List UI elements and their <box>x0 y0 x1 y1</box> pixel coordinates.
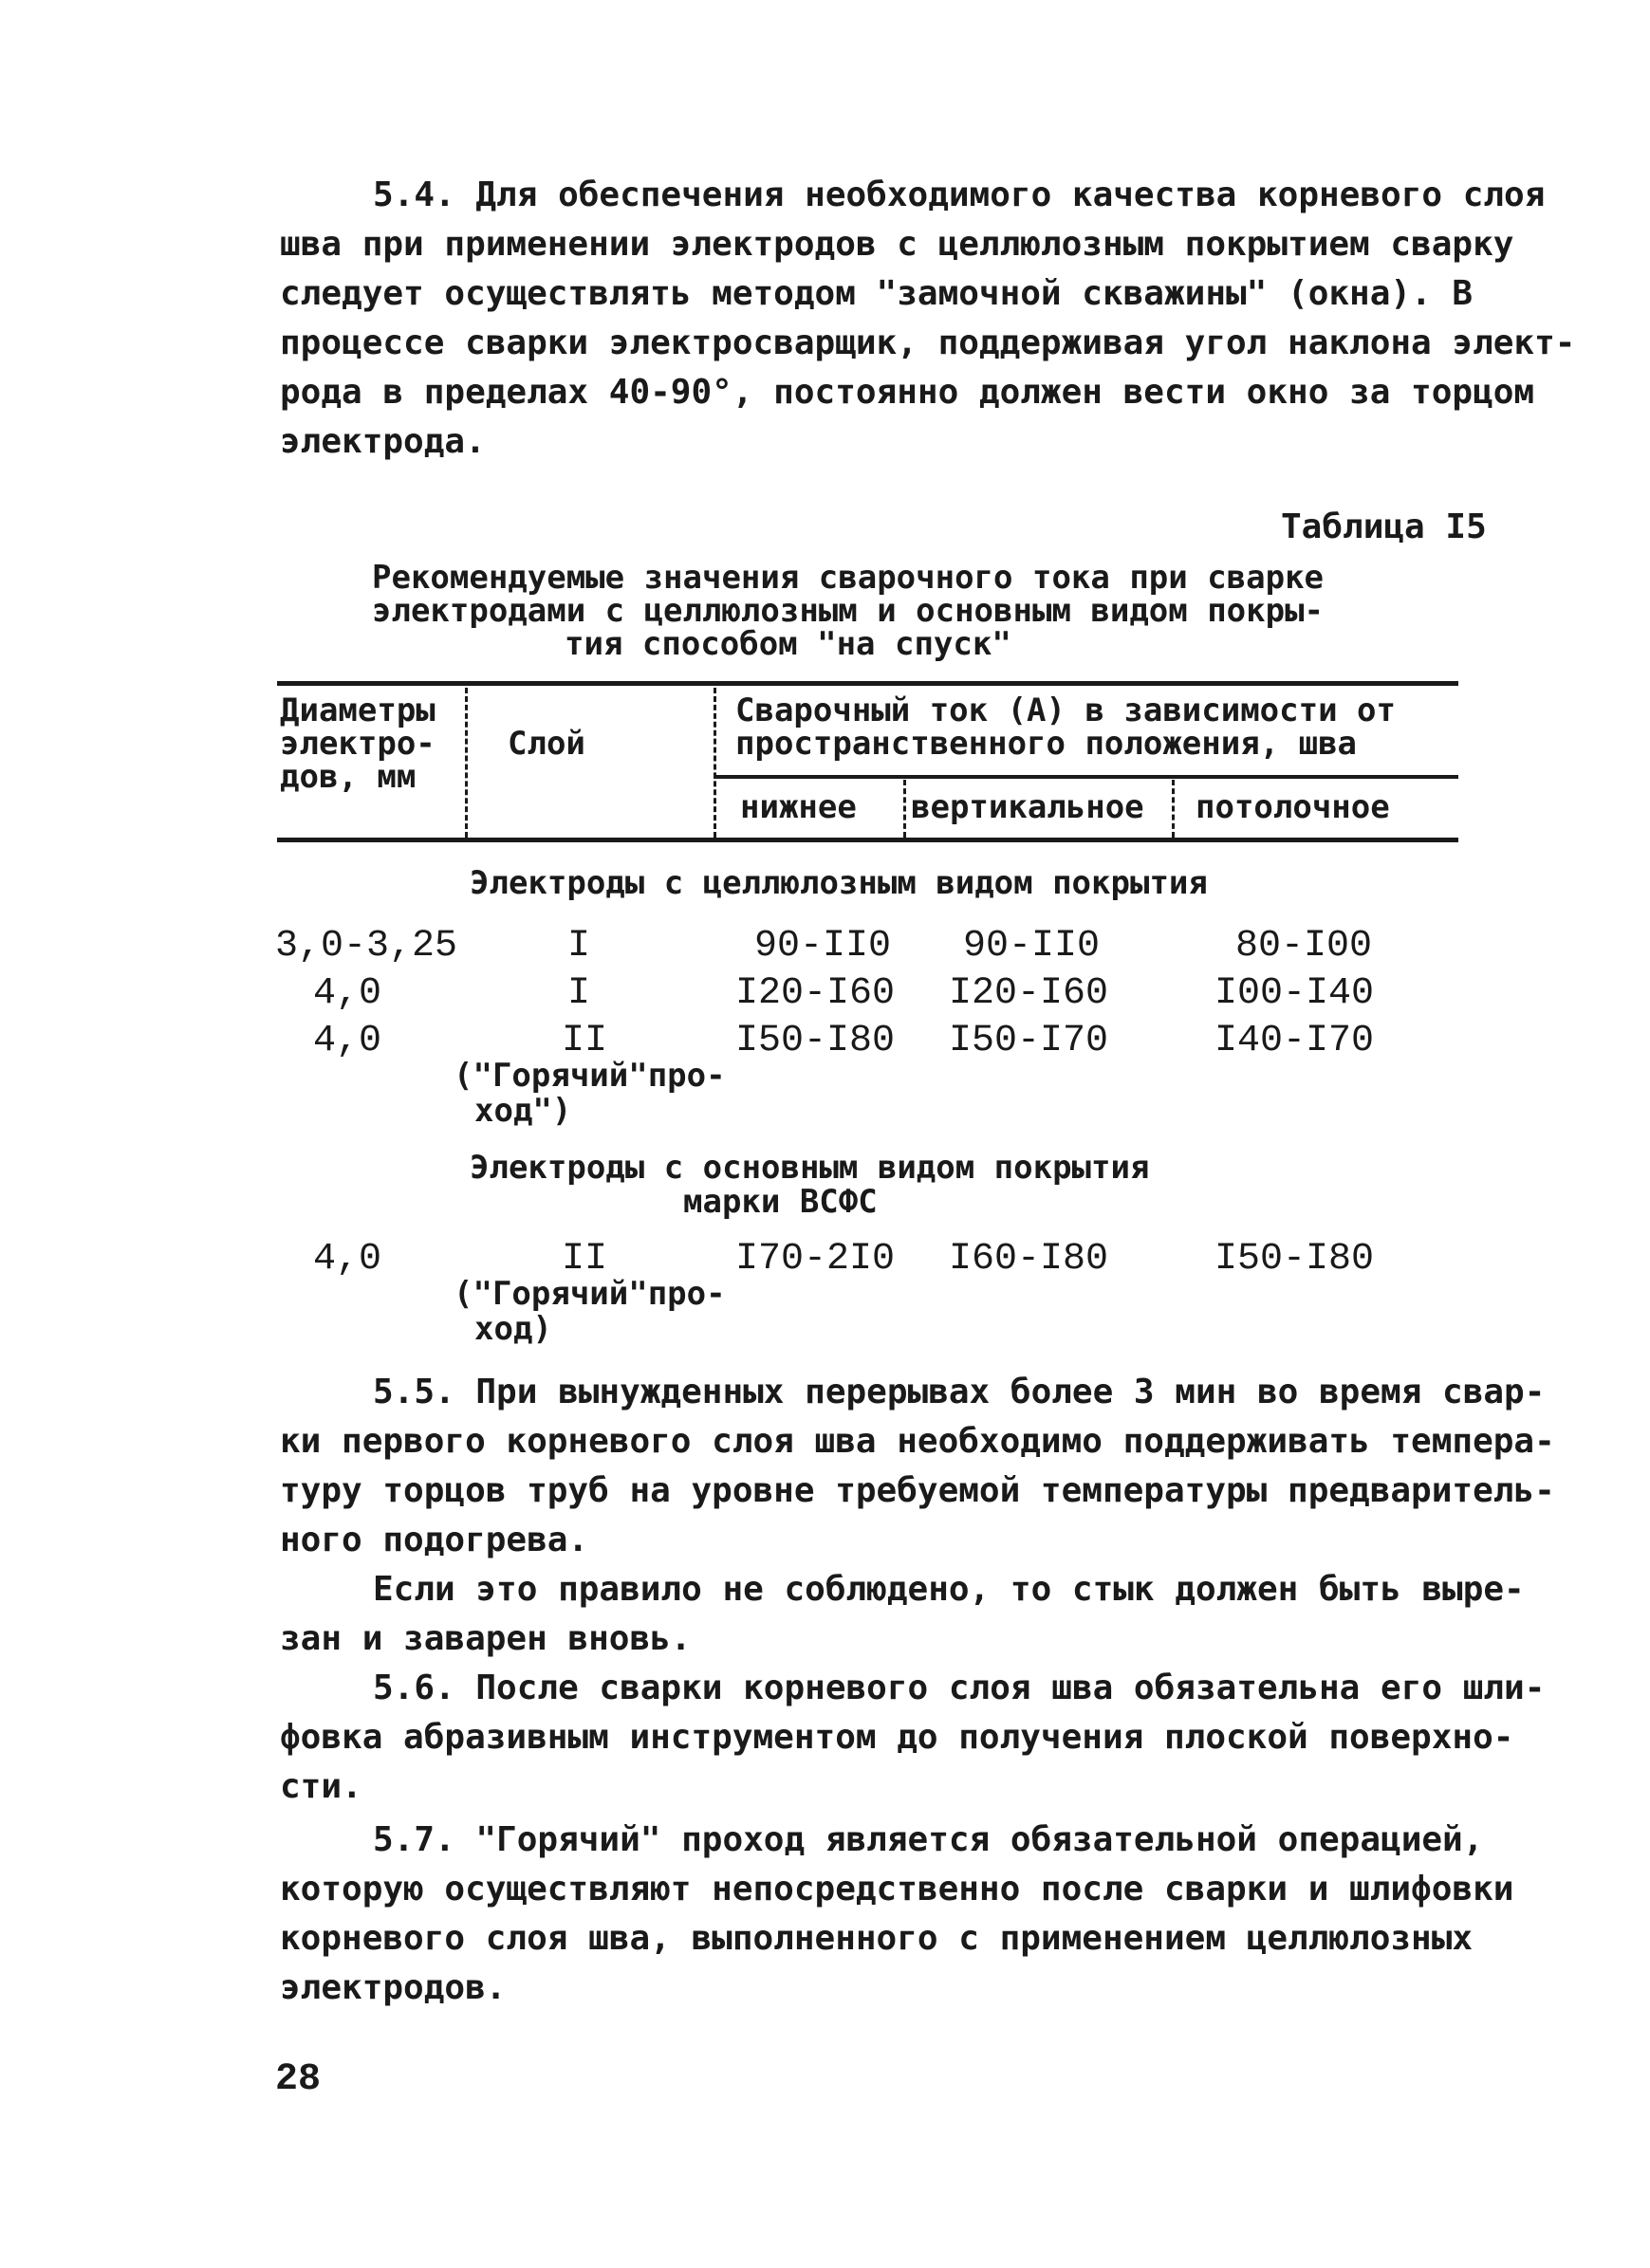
group-2-title-line-2: марки ВСФС <box>683 1183 878 1221</box>
section-5-5-line-2: ки первого корневого слоя шва необходимо поддерживать темпера- <box>280 1422 1555 1461</box>
row-3-layer-note-1: ("Горячий"про- <box>454 1057 726 1095</box>
row-2-value-bottom: I20-I60 <box>735 972 896 1015</box>
section-5-4-line-4: процессе сварки электросварщик, поддерживая угол наклона элект- <box>280 323 1576 362</box>
row-2-layer: I <box>567 972 591 1015</box>
table-number: Таблица I5 <box>1281 507 1487 546</box>
page-number: 28 <box>275 2058 322 2101</box>
row-2-value-vertical: I20-I60 <box>949 972 1109 1015</box>
header-diameter-line-1: Диаметры <box>280 691 436 729</box>
section-5-4-line-2: шва при применении электродов с целлюлозным покрытием сварку <box>280 225 1514 264</box>
group-1-title: Электроды с целлюлозным видом покрытия <box>470 864 1208 902</box>
group-2-title-line-1: Электроды с основным видом покрытия <box>470 1149 1150 1187</box>
section-5-4-line-1: 5.4. Для обеспечения необходимого качества корневого слоя <box>373 175 1546 214</box>
row-3-diameter: 4,0 <box>313 1020 382 1062</box>
table-header-mid-rule <box>714 775 1458 779</box>
section-5-6-line-2: фовка абразивным инструментом до получения плоской поверхно- <box>280 1718 1514 1757</box>
section-5-4-line-6: электрода. <box>280 422 486 461</box>
header-separator-4 <box>1172 780 1175 838</box>
section-5-5-line-4: ного подогрева. <box>280 1521 589 1559</box>
header-position-vertical: вертикальное <box>911 788 1144 826</box>
row-3-value-ceiling: I40-I70 <box>1214 1020 1375 1062</box>
row-4-value-vertical: I60-I80 <box>949 1238 1109 1281</box>
section-5-7-line-1: 5.7. "Горячий" проход является обязательной операцией, <box>373 1820 1484 1859</box>
header-position-bottom: нижнее <box>740 788 857 826</box>
row-2-value-ceiling: I00-I40 <box>1214 972 1375 1015</box>
header-diameter-line-3: дов, мм <box>280 758 417 796</box>
section-5-6-line-1: 5.6. После сварки корневого слоя шва обязательна его шли- <box>373 1669 1546 1707</box>
header-separator-3 <box>903 780 906 838</box>
row-3-layer-note-2: ход") <box>474 1092 572 1130</box>
header-layer: Слой <box>508 725 585 763</box>
row-4-value-ceiling: I50-I80 <box>1214 1238 1375 1281</box>
header-position-ceiling: потолочное <box>1196 788 1390 826</box>
section-5-4-line-3: следует осуществлять методом "замочной скважины" (окна). В <box>280 274 1474 313</box>
table-top-rule <box>277 681 1458 686</box>
row-1-layer: I <box>567 925 591 968</box>
section-5-7-line-2: которую осуществляют непосредственно после сварки и шлифовки <box>280 1870 1514 1908</box>
row-4-value-bottom: I70-2I0 <box>735 1238 896 1281</box>
row-2-diameter: 4,0 <box>313 972 382 1015</box>
header-diameter-line-2: электро- <box>280 725 436 763</box>
table-caption-line-1: Рекомендуемые значения сварочного тока при сварке <box>372 559 1325 597</box>
row-3-value-bottom: I50-I80 <box>735 1020 896 1062</box>
section-5-4-line-5: рода в пределах 40-90°, постоянно должен вести окно за торцом <box>280 373 1535 412</box>
row-1-value-vertical: 90-II0 <box>963 925 1101 968</box>
section-5-5-line-3: туру торцов труб на уровне требуемой температуры предваритель- <box>280 1471 1555 1510</box>
section-5-7-line-3: корневого слоя шва, выполненного с применением целлюлозных <box>280 1919 1474 1958</box>
row-3-layer: II <box>562 1020 608 1062</box>
header-current-line-2: пространственного положения, шва <box>735 725 1358 763</box>
header-current-line-1: Сварочный ток (А) в зависимости от <box>735 691 1396 729</box>
header-separator-1 <box>465 688 468 838</box>
row-3-value-vertical: I50-I70 <box>949 1020 1109 1062</box>
row-1-value-ceiling: 80-I00 <box>1235 925 1373 968</box>
row-4-diameter: 4,0 <box>313 1238 382 1281</box>
section-5-5b-line-2: зан и заварен вновь. <box>280 1619 692 1658</box>
row-4-layer: II <box>562 1238 608 1281</box>
section-5-6-line-3: сти. <box>280 1767 362 1806</box>
row-1-diameter: 3,0-3,25 <box>275 925 458 968</box>
row-1-value-bottom: 90-II0 <box>754 925 892 968</box>
row-4-layer-note-2: ход) <box>474 1310 552 1348</box>
header-separator-2 <box>714 688 716 838</box>
section-5-5b-line-1: Если это правило не соблюдено, то стык должен быть выре- <box>373 1570 1525 1609</box>
row-4-layer-note-1: ("Горячий"про- <box>454 1275 726 1313</box>
table-caption-line-3: тия способом "на спуск" <box>565 625 1011 663</box>
table-header-bottom-rule <box>277 838 1458 842</box>
section-5-5-line-1: 5.5. При вынужденных перерывах более 3 мин во время свар- <box>373 1373 1546 1411</box>
section-5-7-line-4: электродов. <box>280 1968 507 2007</box>
table-caption-line-2: электродами с целлюлозным и основным видом покры- <box>372 592 1325 630</box>
